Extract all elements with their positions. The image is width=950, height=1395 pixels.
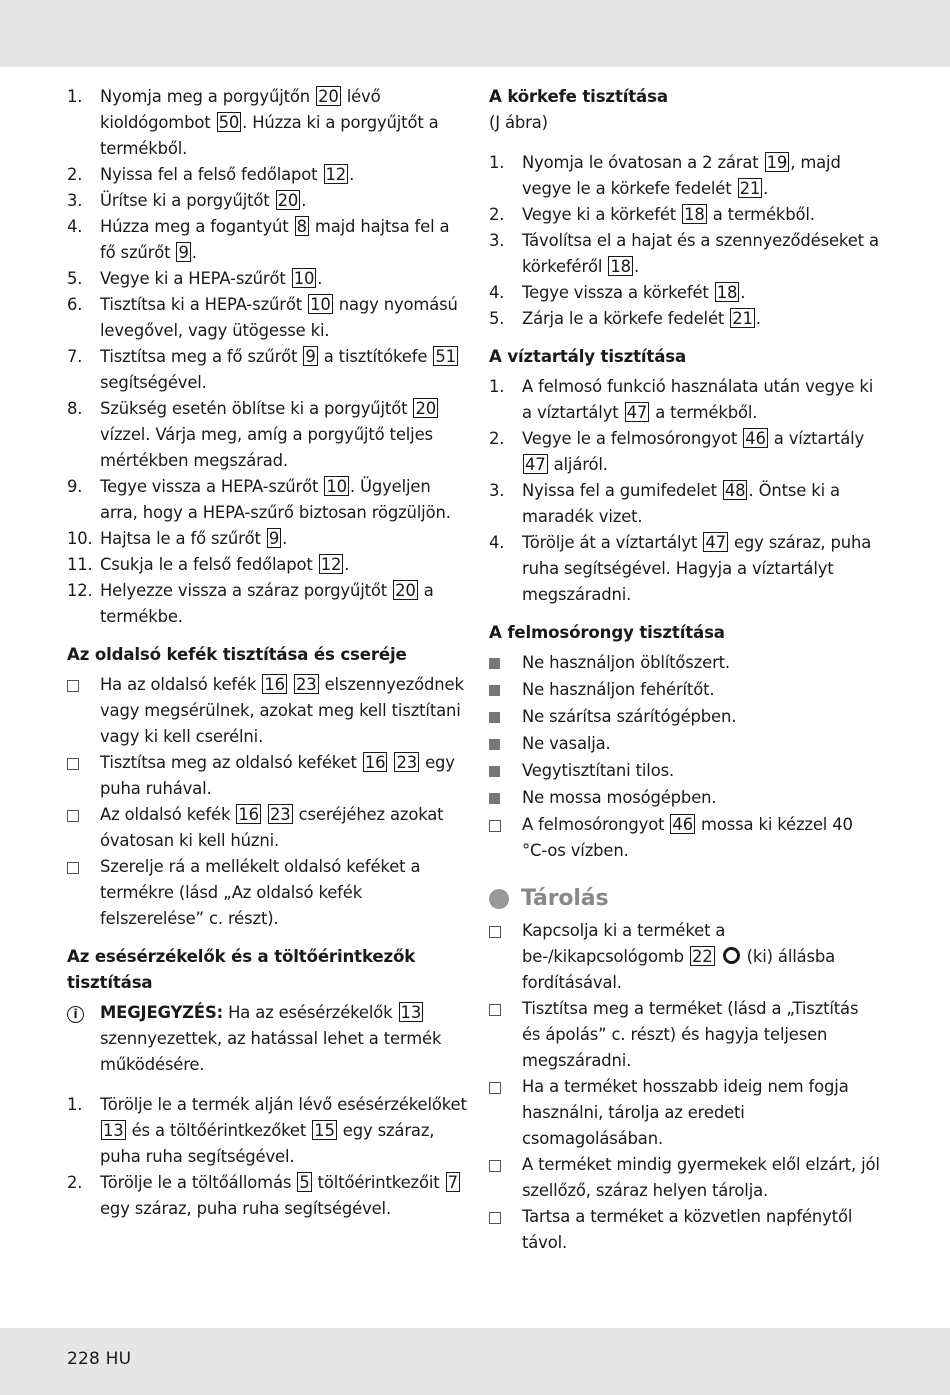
list-number: 1. (67, 87, 83, 106)
list-marker (67, 854, 100, 882)
part-number-box: 10 (326, 477, 347, 496)
part-number-box: 50 (218, 113, 240, 132)
list-item (489, 1204, 881, 1256)
list-item (489, 478, 881, 530)
list-number: 2. (67, 165, 83, 184)
part-number-box: 16 (238, 805, 259, 824)
footer-band (0, 1328, 950, 1395)
list-text: Hajtsa le a fő szűrőt 9 . (100, 529, 288, 548)
list-item (67, 214, 467, 266)
list-item (67, 672, 467, 750)
list-text: Ne szárítsa szárítógépben. (522, 707, 737, 726)
list-item (489, 677, 881, 704)
list-marker (67, 802, 100, 830)
list-text: Törölje át a víztartályt 47 egy száraz, puha ruha segítségével. Hagyja a víztartályt megszáradni. (522, 533, 872, 604)
list-text: Tisztítsa meg az oldalsó keféket 16 23 egy puha ruhával. (100, 753, 455, 798)
list-item (489, 374, 881, 426)
list-item (489, 758, 881, 785)
list-text: Nyomja meg a porgyűjtőn 20 lévő kioldógombot 50 . Húzza ki a porgyűjtőt a termékből. (100, 87, 439, 158)
list-number: 2. (489, 205, 505, 224)
left-column (67, 84, 467, 1222)
note-block (67, 1000, 467, 1078)
list-item (489, 1074, 881, 1152)
list-marker (489, 785, 522, 812)
list-item (67, 162, 467, 188)
side-brush-heading: Az oldalsó kefék tisztítása és cseréje (67, 645, 407, 664)
list-text: Törölje le a töltőállomás 5 töltőérintkezőit 7 egy száraz, puha ruha segítségével. (100, 1173, 458, 1218)
list-item (67, 396, 467, 474)
list-item (67, 854, 467, 932)
list-text: Vegye le a felmosórongyot 46 a víztartály 47 aljáról. (522, 429, 865, 474)
checkbox-icon (67, 862, 79, 874)
list-item (67, 188, 467, 214)
list-number: 9. (67, 477, 83, 496)
part-number-box: 15 (314, 1121, 335, 1140)
list-number: 5. (489, 309, 505, 328)
list-marker (489, 996, 522, 1024)
list-number: 8. (67, 399, 83, 418)
list-text: Tartsa a terméket a közvetlen napfénytől távol. (522, 1207, 853, 1252)
part-number-box: 48 (724, 481, 746, 500)
part-number-box: 10 (293, 269, 315, 288)
list-text: Szerelje rá a mellékelt oldalsó keféket a termékre (lásd „Az oldalsó kefék felszerelése” c. részt). (100, 857, 421, 928)
list-text: Nyissa fel a gumifedelet 48 . Öntse ki a maradék vizet. (522, 481, 840, 526)
checkbox-icon (67, 758, 79, 770)
list-marker (489, 1204, 522, 1232)
list-text: Vegye ki a HEPA-szűrőt 10 . (100, 269, 323, 288)
list-item (67, 474, 467, 526)
list-item (489, 202, 881, 228)
list-text: Ürítse ki a porgyűjtőt 20 . (100, 191, 307, 210)
list-marker (489, 1152, 522, 1180)
list-item (489, 306, 881, 332)
part-number-box: 16 (264, 675, 285, 694)
note-body: Ha az esésérzékelők 13 szennyezettek, az hatással lehet a termék működésére. (100, 1003, 442, 1074)
list-number: 2. (67, 1173, 83, 1192)
list-text: Nyissa fel a felső fedőlapot 12 . (100, 165, 355, 184)
list-number: 4. (489, 533, 505, 552)
list-text: Ne használjon öblítőszert. (522, 653, 730, 672)
list-text: Távolítsa el a hajat és a szennyeződéseket a körkeféről 18 . (522, 231, 879, 276)
list-marker (489, 758, 522, 785)
list-text: Húzza meg a fogantyút 8 majd hajtsa fel a fő szűrőt 9 . (100, 217, 450, 262)
list-marker (67, 750, 100, 778)
sensor-steps-list (67, 1092, 467, 1222)
list-number: 6. (67, 295, 83, 314)
tank-steps-list (489, 374, 881, 608)
part-number-box: 12 (320, 555, 342, 574)
list-text: Tegye vissza a HEPA-szűrőt 10 . Ügyeljen arra, hogy a HEPA-szűrő biztosan rögzüljön. (100, 477, 451, 522)
list-number: 3. (489, 481, 505, 500)
list-text: Törölje le a termék alján lévő esésérzékelőket 13 és a töltőérintkezőket 15 egy száraz, puha ruha segítségével. (100, 1095, 467, 1166)
list-text: Vegytisztítani tilos. (522, 761, 675, 780)
list-text: Tisztítsa meg a terméket (lásd a „Tisztítás és ápolás” c. részt) és hagyja teljesen megszáradni. (522, 999, 859, 1070)
list-marker (489, 677, 522, 704)
list-text: Vegye ki a körkefét 18 a termékből. (522, 205, 815, 224)
part-number-box: 7 (447, 1173, 458, 1192)
part-number-box: 18 (716, 283, 738, 302)
list-text: A felmosórongyot 46 mossa ki kézzel 40 °C-os vízben. (522, 815, 853, 860)
part-number-box: 47 (525, 455, 546, 474)
list-text: Csukja le a felső fedőlapot 12 . (100, 555, 350, 574)
part-number-box: 23 (396, 753, 418, 772)
list-text: Kapcsolja ki a terméket a be-/kikapcsológomb 22 (ki) állásba fordításával. (522, 921, 836, 992)
mop-wash-list (489, 812, 881, 864)
list-marker (67, 672, 100, 700)
list-number: 3. (489, 231, 505, 250)
list-marker (489, 731, 522, 758)
side-brush-list (67, 672, 467, 932)
checkbox-icon (489, 1004, 501, 1016)
list-number: 7. (67, 347, 83, 366)
part-number-box: 12 (325, 165, 347, 184)
list-text: Ne használjon fehérítőt. (522, 680, 715, 699)
storage-title: Tárolás (521, 886, 609, 911)
checkbox-icon (489, 1160, 501, 1172)
list-item (489, 785, 881, 812)
part-number-box: 8 (296, 217, 307, 236)
list-text: Ne mossa mosógépben. (522, 788, 717, 807)
note-text (100, 1000, 467, 1078)
part-number-box: 20 (415, 399, 436, 418)
list-number: 11. (67, 555, 93, 574)
part-number-box: 20 (395, 581, 416, 600)
brush-subtitle: (J ábra) (489, 113, 548, 132)
list-text: A felmosó funkció használata után vegye ki a víztartályt 47 a termékből. (522, 377, 874, 422)
list-item (67, 802, 467, 854)
checkbox-icon (489, 820, 501, 832)
list-number: 1. (489, 153, 505, 172)
list-item (67, 552, 467, 578)
part-number-box: 47 (626, 403, 648, 422)
list-item (489, 530, 881, 608)
list-text: Helyezze vissza a száraz porgyűjtőt 20 a termékbe. (100, 581, 434, 626)
list-number: 4. (489, 283, 505, 302)
list-item (67, 292, 467, 344)
square-bullet-icon (489, 658, 500, 669)
checkbox-icon (489, 1082, 501, 1094)
note-label: MEGJEGYZÉS: (100, 1003, 224, 1022)
checkbox-icon (67, 810, 79, 822)
tank-heading: A víztartály tisztítása (489, 347, 687, 366)
part-number-box: 23 (270, 805, 291, 824)
part-number-box: 16 (364, 753, 386, 772)
list-marker (489, 918, 522, 946)
part-number-box: 18 (684, 205, 705, 224)
right-column (489, 84, 881, 1256)
list-text: Nyomja le óvatosan a 2 zárat 19 , majd vegye le a körkefe fedelét 21 . (522, 153, 841, 198)
part-number-box: 23 (295, 675, 317, 694)
part-number-box: 20 (318, 87, 339, 106)
list-item (67, 266, 467, 292)
list-number: 5. (67, 269, 83, 288)
list-marker (489, 1074, 522, 1102)
list-item (67, 344, 467, 396)
part-number-box: 9 (268, 529, 280, 548)
list-number: 1. (489, 377, 505, 396)
list-number: 4. (67, 217, 83, 236)
part-number-box: 21 (739, 179, 761, 198)
list-text: Tisztítsa meg a fő szűrőt 9 a tisztítókefe 51 segítségével. (100, 347, 456, 392)
list-item (489, 426, 881, 478)
part-number-box: 51 (435, 347, 456, 366)
part-number-box: 47 (705, 533, 726, 552)
list-item (67, 84, 467, 162)
storage-heading (489, 884, 881, 914)
info-icon: i (67, 1006, 84, 1023)
list-text: Tisztítsa ki a HEPA-szűrőt 10 nagy nyomású levegővel, vagy ütögesse ki. (100, 295, 458, 340)
list-item (489, 1152, 881, 1204)
list-number: 1. (67, 1095, 83, 1114)
mop-heading: A felmosórongy tisztítása (489, 623, 725, 642)
part-number-box: 13 (400, 1003, 422, 1022)
list-item (67, 1092, 467, 1170)
part-number-box: 9 (178, 243, 189, 262)
list-item (67, 526, 467, 552)
square-bullet-icon (489, 793, 500, 804)
list-marker (489, 650, 522, 677)
square-bullet-icon (489, 766, 500, 777)
list-text: Zárja le a körkefe fedelét 21 . (522, 309, 761, 328)
header-band (0, 0, 950, 67)
checkbox-icon (489, 926, 501, 938)
list-text: Az oldalsó kefék 16 23 cseréjéhez azokat óvatosan ki kell húzni. (100, 805, 444, 850)
list-text: A terméket mindig gyermekek elől elzárt, jól szellőző, száraz helyen tárolja. (522, 1155, 880, 1200)
list-number: 10. (67, 529, 93, 548)
list-item (489, 228, 881, 280)
part-number-box: 18 (610, 257, 631, 276)
part-number-box: 10 (310, 295, 331, 314)
list-number: 3. (67, 191, 83, 210)
part-number-box: 5 (299, 1173, 310, 1192)
list-item (489, 650, 881, 677)
part-number-box: 21 (732, 309, 753, 328)
square-bullet-icon (489, 685, 500, 696)
list-item (67, 1170, 467, 1222)
list-item (489, 704, 881, 731)
off-symbol-icon (723, 947, 740, 964)
square-bullet-icon (489, 739, 500, 750)
list-text: Ha az oldalsó kefék 16 23 elszennyeződnek vagy megsérülnek, azokat meg kell tisztítani vagy ki kell cserélni. (100, 675, 464, 746)
mop-warnings-list (489, 650, 881, 812)
list-number: 12. (67, 581, 93, 600)
part-number-box: 46 (672, 815, 693, 834)
section-bullet-icon (489, 889, 509, 909)
checkbox-icon (67, 680, 79, 692)
list-number: 2. (489, 429, 505, 448)
list-item (489, 996, 881, 1074)
checkbox-icon (489, 1212, 501, 1224)
list-marker (489, 812, 522, 840)
list-item (489, 731, 881, 758)
list-text: Ha a terméket hosszabb ideig nem fogja használni, tárolja az eredeti csomagolásában. (522, 1077, 849, 1148)
part-number-box: 13 (103, 1121, 124, 1140)
brush-steps-list (489, 150, 881, 332)
cleaning-steps-list (67, 84, 467, 630)
part-number-box: 9 (305, 347, 316, 366)
square-bullet-icon (489, 712, 500, 723)
sensor-heading: Az esésérzékelők és a töltőérintkezők tisztítása (67, 947, 416, 992)
list-item (489, 150, 881, 202)
list-text: Ne vasalja. (522, 734, 611, 753)
brush-heading: A körkefe tisztítása (489, 87, 668, 106)
list-item (67, 578, 467, 630)
part-number-box: 46 (745, 429, 766, 448)
list-item (489, 812, 881, 864)
list-marker (489, 704, 522, 731)
list-text: Szükség esetén öblítse ki a porgyűjtőt 20 vízzel. Várja meg, amíg a porgyűjtő teljes mértékben megszárad. (100, 399, 436, 470)
page-number: 228 HU (67, 1349, 132, 1369)
list-item (489, 280, 881, 306)
part-number-box: 19 (766, 153, 788, 172)
list-item (489, 918, 881, 996)
part-number-box: 20 (277, 191, 299, 210)
list-text: Tegye vissza a körkefét 18 . (522, 283, 746, 302)
list-item (67, 750, 467, 802)
storage-list (489, 918, 881, 1256)
part-number-box: 22 (691, 947, 713, 966)
